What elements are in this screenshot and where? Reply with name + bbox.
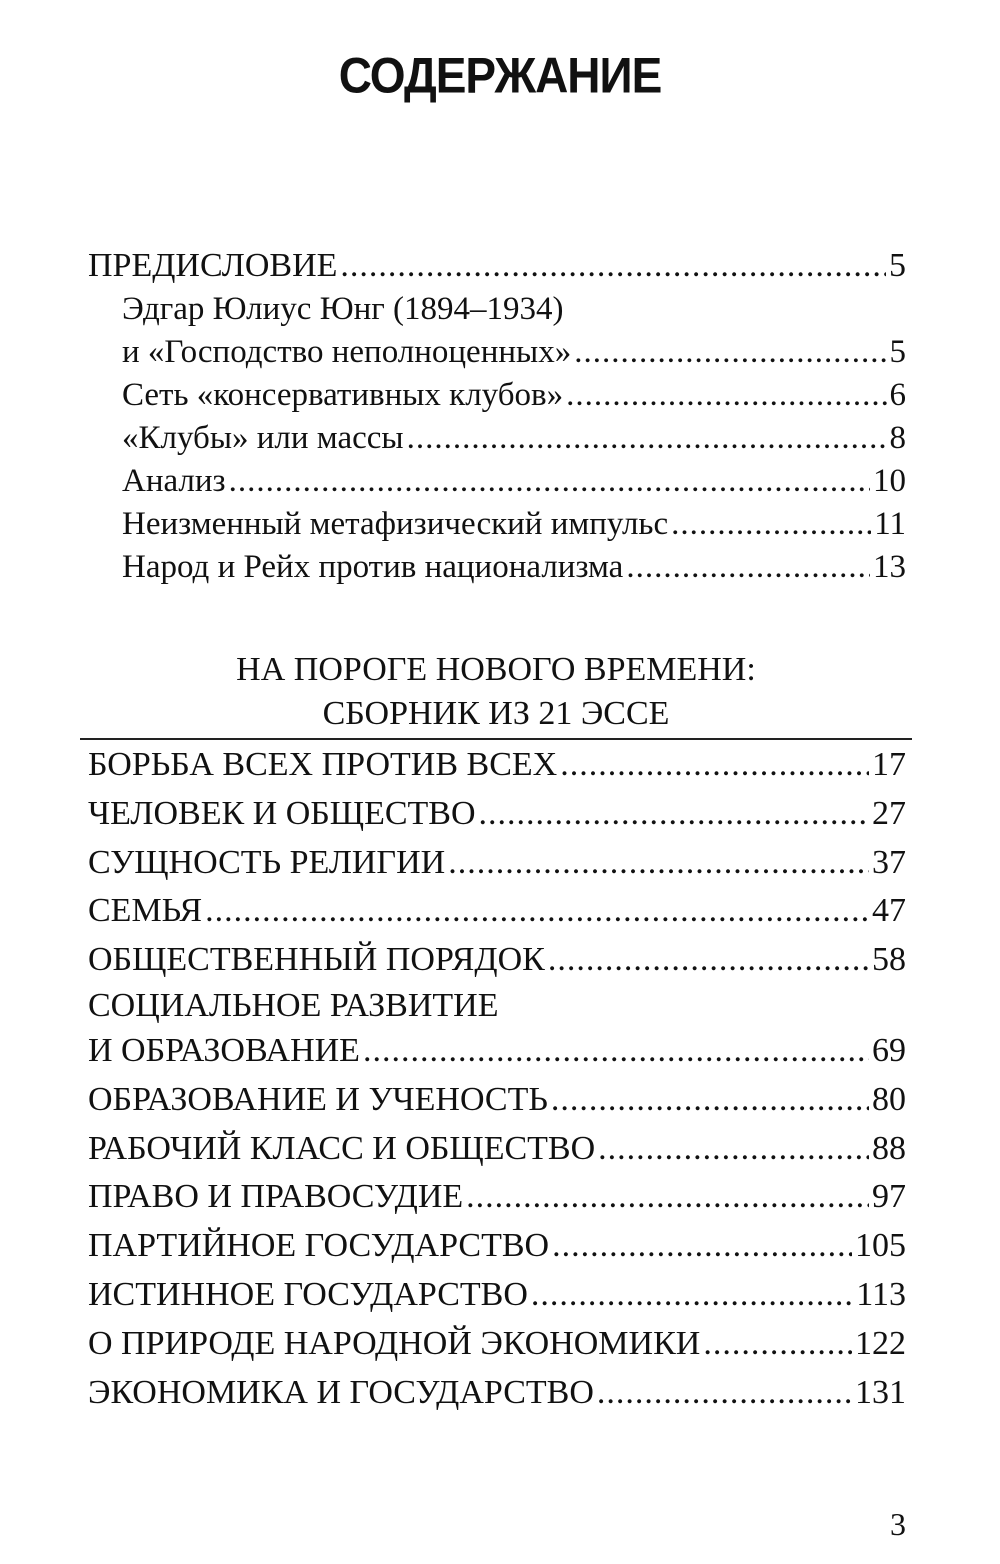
dot-leader: [479, 790, 869, 839]
toc-entry-label: ПАРТИЙНОЕ ГОСУДАРСТВО: [88, 1227, 550, 1265]
toc-page-number: 17: [872, 746, 906, 783]
dot-leader: [703, 1320, 852, 1369]
toc-entry-label: РАБОЧИЙ КЛАСС И ОБЩЕСТВО: [88, 1129, 596, 1167]
dot-leader: [552, 1222, 852, 1271]
toc-page-number: 113: [856, 1275, 906, 1313]
dot-leader: [566, 374, 886, 417]
toc-subentry[interactable]: [88, 374, 906, 417]
toc-page-number: 122: [855, 1324, 906, 1362]
page-number-footer: 3: [890, 1506, 906, 1542]
toc-entry[interactable]: [88, 839, 906, 888]
toc-subentry[interactable]: [88, 331, 906, 374]
toc-entry-label: Анализ: [122, 463, 226, 499]
dot-leader: [448, 839, 869, 888]
dot-leader: [229, 460, 870, 503]
toc-subentry[interactable]: [88, 417, 906, 460]
toc-entry-label: ОБРАЗОВАНИЕ И УЧЕНОСТЬ: [88, 1080, 548, 1118]
toc-entry-label: Сеть «консервативных клубов»: [122, 377, 564, 413]
toc-entry-label: Неизменный метафизический импульс: [122, 506, 669, 542]
toc-page-number: 97: [872, 1178, 906, 1216]
toc-page-number: 5: [889, 334, 906, 370]
toc-entry-label: и «Господство неполноценных»: [122, 334, 572, 370]
toc-page-number: 37: [872, 843, 906, 881]
toc-page-number: 27: [872, 794, 906, 832]
dot-leader: [598, 1125, 869, 1174]
dot-leader: [671, 503, 871, 546]
toc-entry-label: ЧЕЛОВЕК И ОБЩЕСТВО: [88, 794, 476, 832]
toc-subentry[interactable]: [88, 460, 906, 503]
toc-page-number: 8: [889, 420, 906, 456]
toc-entry[interactable]: [88, 887, 906, 936]
toc-page-number: 105: [855, 1227, 906, 1265]
toc-page-number: 10: [873, 463, 906, 499]
dot-leader: [340, 242, 886, 290]
toc-entry-label: ЭКОНОМИКА И ГОСУДАРСТВО: [88, 1373, 594, 1411]
toc-entry[interactable]: [88, 741, 906, 790]
toc-entry-label: О ПРИРОДЕ НАРОДНОЙ ЭКОНОМИКИ: [88, 1324, 701, 1362]
toc-entry-line: [88, 985, 906, 1027]
toc-entry-label: ОБЩЕСТВЕННЫЙ ПОРЯДОК: [88, 941, 545, 979]
toc-page-number: 88: [872, 1129, 906, 1167]
toc-entry[interactable]: [88, 936, 906, 985]
toc-entry[interactable]: [88, 1320, 906, 1369]
toc-page-number: 69: [872, 1031, 906, 1069]
toc-entry-label: ПРАВО И ПРАВОСУДИЕ: [88, 1178, 464, 1216]
toc-entry-label: СЕМЬЯ: [88, 892, 203, 930]
toc-entry-label: ИСТИННОЕ ГОСУДАРСТВО: [88, 1275, 528, 1313]
toc-entry[interactable]: [88, 1076, 906, 1125]
toc-page-number: 47: [872, 892, 906, 930]
dot-leader: [574, 331, 886, 374]
toc-entry-label: СУЩНОСТЬ РЕЛИГИИ: [88, 843, 446, 881]
section-heading: [80, 648, 912, 736]
dot-leader: [597, 1369, 852, 1418]
toc-entry[interactable]: [88, 790, 906, 839]
toc-page-number: 11: [874, 506, 906, 542]
toc-entry[interactable]: [88, 1125, 906, 1174]
toc-entry[interactable]: [88, 1369, 906, 1418]
preface-block: [88, 242, 906, 589]
essay-list: [88, 741, 906, 1417]
dot-leader: [548, 936, 869, 985]
toc-entry-label: ПРЕДИСЛОВИЕ: [88, 247, 338, 284]
page-title: СОДЕРЖАНИЕ: [338, 46, 662, 104]
toc-entry-label: «Клубы» или массы: [122, 420, 404, 456]
toc-entry[interactable]: [88, 1271, 906, 1320]
toc-entry-label: Народ и Рейх против национализма: [122, 549, 624, 585]
section-heading-line: СБОРНИК ИЗ 21 ЭССЕ: [322, 695, 670, 732]
toc-entry[interactable]: [88, 1027, 906, 1076]
toc-page-number: 80: [872, 1080, 906, 1118]
section-heading-line: НА ПОРОГЕ НОВОГО ВРЕМЕНИ:: [236, 651, 756, 688]
toc-entry-label: СОЦИАЛЬНОЕ РАЗВИТИЕ: [88, 986, 499, 1024]
dot-leader: [560, 741, 869, 790]
toc-subentry-line: Эдгар Юлиус Юнг (1894–1934): [122, 291, 564, 327]
dot-leader: [466, 1173, 869, 1222]
toc-page-number: 13: [873, 549, 906, 585]
dot-leader: [363, 1027, 869, 1076]
dot-leader: [407, 417, 887, 460]
toc-page-number: 5: [889, 247, 906, 284]
toc-entry[interactable]: [88, 1222, 906, 1271]
toc-entry-preface[interactable]: [88, 242, 906, 290]
dot-leader: [626, 546, 870, 589]
toc-entry[interactable]: [88, 1173, 906, 1222]
toc-page-number: 131: [855, 1373, 906, 1411]
dot-leader: [531, 1271, 853, 1320]
toc-subentry[interactable]: [88, 546, 906, 589]
toc-entry-label: БОРЬБА ВСЕХ ПРОТИВ ВСЕХ: [88, 746, 558, 783]
toc-page-number: 6: [889, 377, 906, 413]
dot-leader: [551, 1076, 869, 1125]
dot-leader: [205, 887, 869, 936]
toc-entry-label: И ОБРАЗОВАНИЕ: [88, 1031, 360, 1069]
section-divider: [80, 738, 912, 740]
toc-subentry[interactable]: [88, 503, 906, 546]
toc-page-number: 58: [872, 941, 906, 979]
